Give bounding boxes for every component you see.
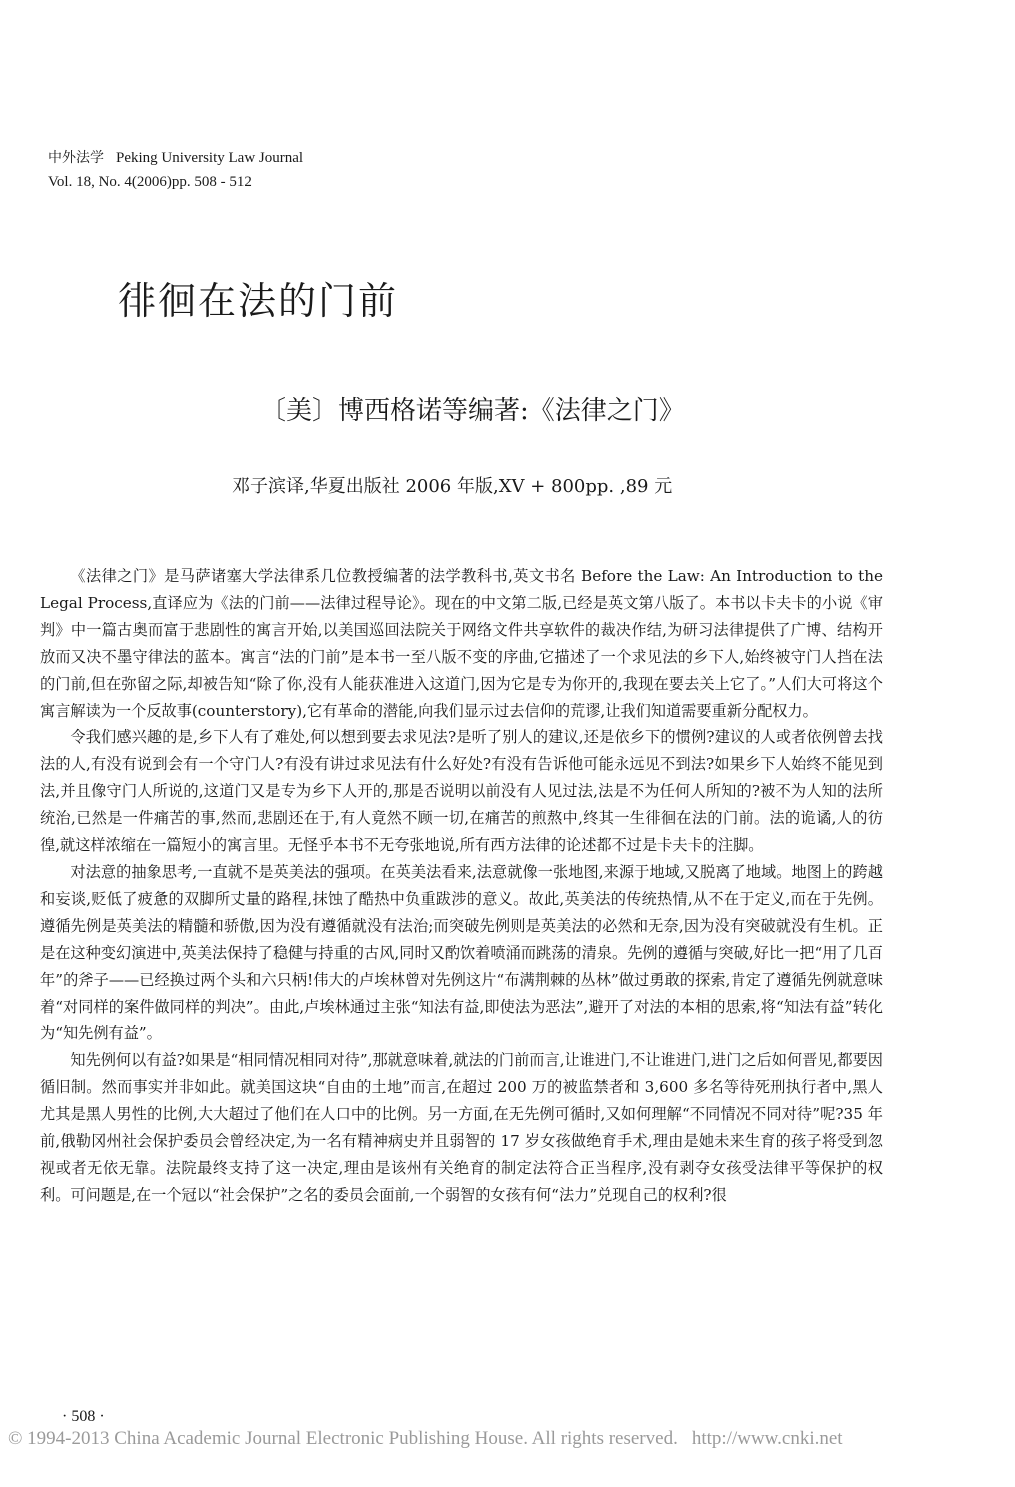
journal-header xyxy=(48,146,303,194)
publication-info: 邓子滨译,华夏出版社 2006 年版,XV + 800pp. ,89 元 xyxy=(232,476,673,497)
book-subtitle: 〔美〕博西格诺等编著:《法律之门》 xyxy=(260,396,685,426)
footer-url: http://www.cnki.net xyxy=(691,1428,843,1449)
paragraph: 知先例何以有益?如果是“相同情况相同对待”,那就意味着,就法的门前而言,让谁进门,不让谁进门,进门之后如何晋见,都要因循旧制。然而事实并非如此。就美国这块“自由的土地”而言,在超过 200 万的被监禁者和 3,600 多名等待死刑执行者中,黑人尤其是黑人男性的比例,大大超过了他们在人口中的比例。另一方面,在无先例可循时,又如何理解“不同情况不同对待”呢?35 年前,俄勒冈州社会保护委员会曾经决定,为一名有精神病史并且弱智的 17 岁女孩做绝育手术,理由是她未来生育的孩子将受到忽视或者无依无靠。法院最终支持了这一决定,理由是该州有关绝育的制定法符合正当程序,没有剥夺女孩受法律平等保护的权利。可问题是,在一个冠以“社会保护”之名的委员会面前,一个弱智的女孩有何“法力”兑现自己的权利?很 xyxy=(40,1051,883,1204)
paragraph: 对法意的抽象思考,一直就不是英美法的强项。在英美法看来,法意就像一张地图,来源于地域,又脱离了地域。地图上的跨越和妄谈,贬低了疲惫的双脚所丈量的路程,抹蚀了酷热中负重跋涉的意义。故此,英美法的传统热情,从不在于定义,而在于先例。遵循先例是英美法的精髓和骄傲,因为没有遵循就没有法治;而突破先例则是英美法的必然和无奈,因为没有突破就没有生机。正是在这种变幻演进中,英美法保持了稳健与持重的古风,同时又酌饮着喷涌而跳荡的清泉。先例的遵循与突破,好比一把“用了几百年”的斧子——已经换过两个头和六只柄!伟大的卢埃林曾对先例这片“布满荆棘的丛林”做过勇敢的探索,肯定了遵循先例就意味着“对同样的案件做同样的判决”。由此,卢埃林通过主张“知法有益,即使法为恶法”,避开了对法的本相的思索,将“知法有益”转化为“知先例有益”。 xyxy=(40,862,883,1043)
paragraph: 《法律之门》是马萨诸塞大学法律系几位教授编著的法学教科书,英文书名 Before the Law: An Introduction to the Legal Process,直译应为《法的门前——法律过程导论》。现在的中文第二版,已经是英文第八版了。本书以卡夫卡的小说《审判》中一篇古奥而富于悲剧性的寓言开始,以美国巡回法院关于网络文件共享软件的裁决作结,为研习法律提供了广博、结构开放而又决不墨守律法的蓝本。寓言“法的门前”是本书一至八版不变的序曲,它描述了一个求见法的乡下人,始终被守门人挡在法的门前,但在弥留之际,却被告知“除了你,没有人能获准进入这道门,因为它是专为你开的,我现在要去关上它了。”人们大可将这个寓言解读为一个反故事(counterstory),它有革命的潜能,向我们显示过去信仰的荒谬,让我们知道需要重新分配权力。 xyxy=(40,567,883,720)
paragraph: 令我们感兴趣的是,乡下人有了难处,何以想到要去求见法?是听了别人的建议,还是依乡下的惯例?建议的人或者依例曾去找法的人,有没有说到会有一个守门人?有没有讲过求见法有什么好处?有没有告诉他可能永远见不到法?如果乡下人始终不能见到法,并且像守门人所说的,这道门又是专为乡下人开的,那是否说明以前没有人见过法,法是不为任何人所知的?被不为人知的法所统治,已然是一件痛苦的事,然而,悲剧还在于,有人竟然不顾一切,在痛苦的煎熬中,终其一生徘徊在法的门前。法的诡谲,人的彷徨,就这样浓缩在一篇短小的寓言里。无怪乎本书不无夸张地说,所有西方法律的论述都不过是卡夫卡的注脚。 xyxy=(40,728,883,855)
article-title: 徘徊在法的门前 xyxy=(118,279,399,323)
journal-name-en: Peking University Law Journal xyxy=(116,150,304,166)
copyright-footer xyxy=(8,1428,1008,1450)
copyright-text: © 1994-2013 China Academic Journal Electronic Publishing House. All rights reserved. xyxy=(8,1428,678,1449)
journal-name-cn: 中外法学 xyxy=(48,150,104,166)
journal-volume: Vol. 18, No. 4(2006)pp. 508 - 512 xyxy=(48,174,252,190)
article-body xyxy=(40,563,883,1209)
page-number: · 508 · xyxy=(62,1408,105,1425)
journal-name-line xyxy=(48,146,303,170)
